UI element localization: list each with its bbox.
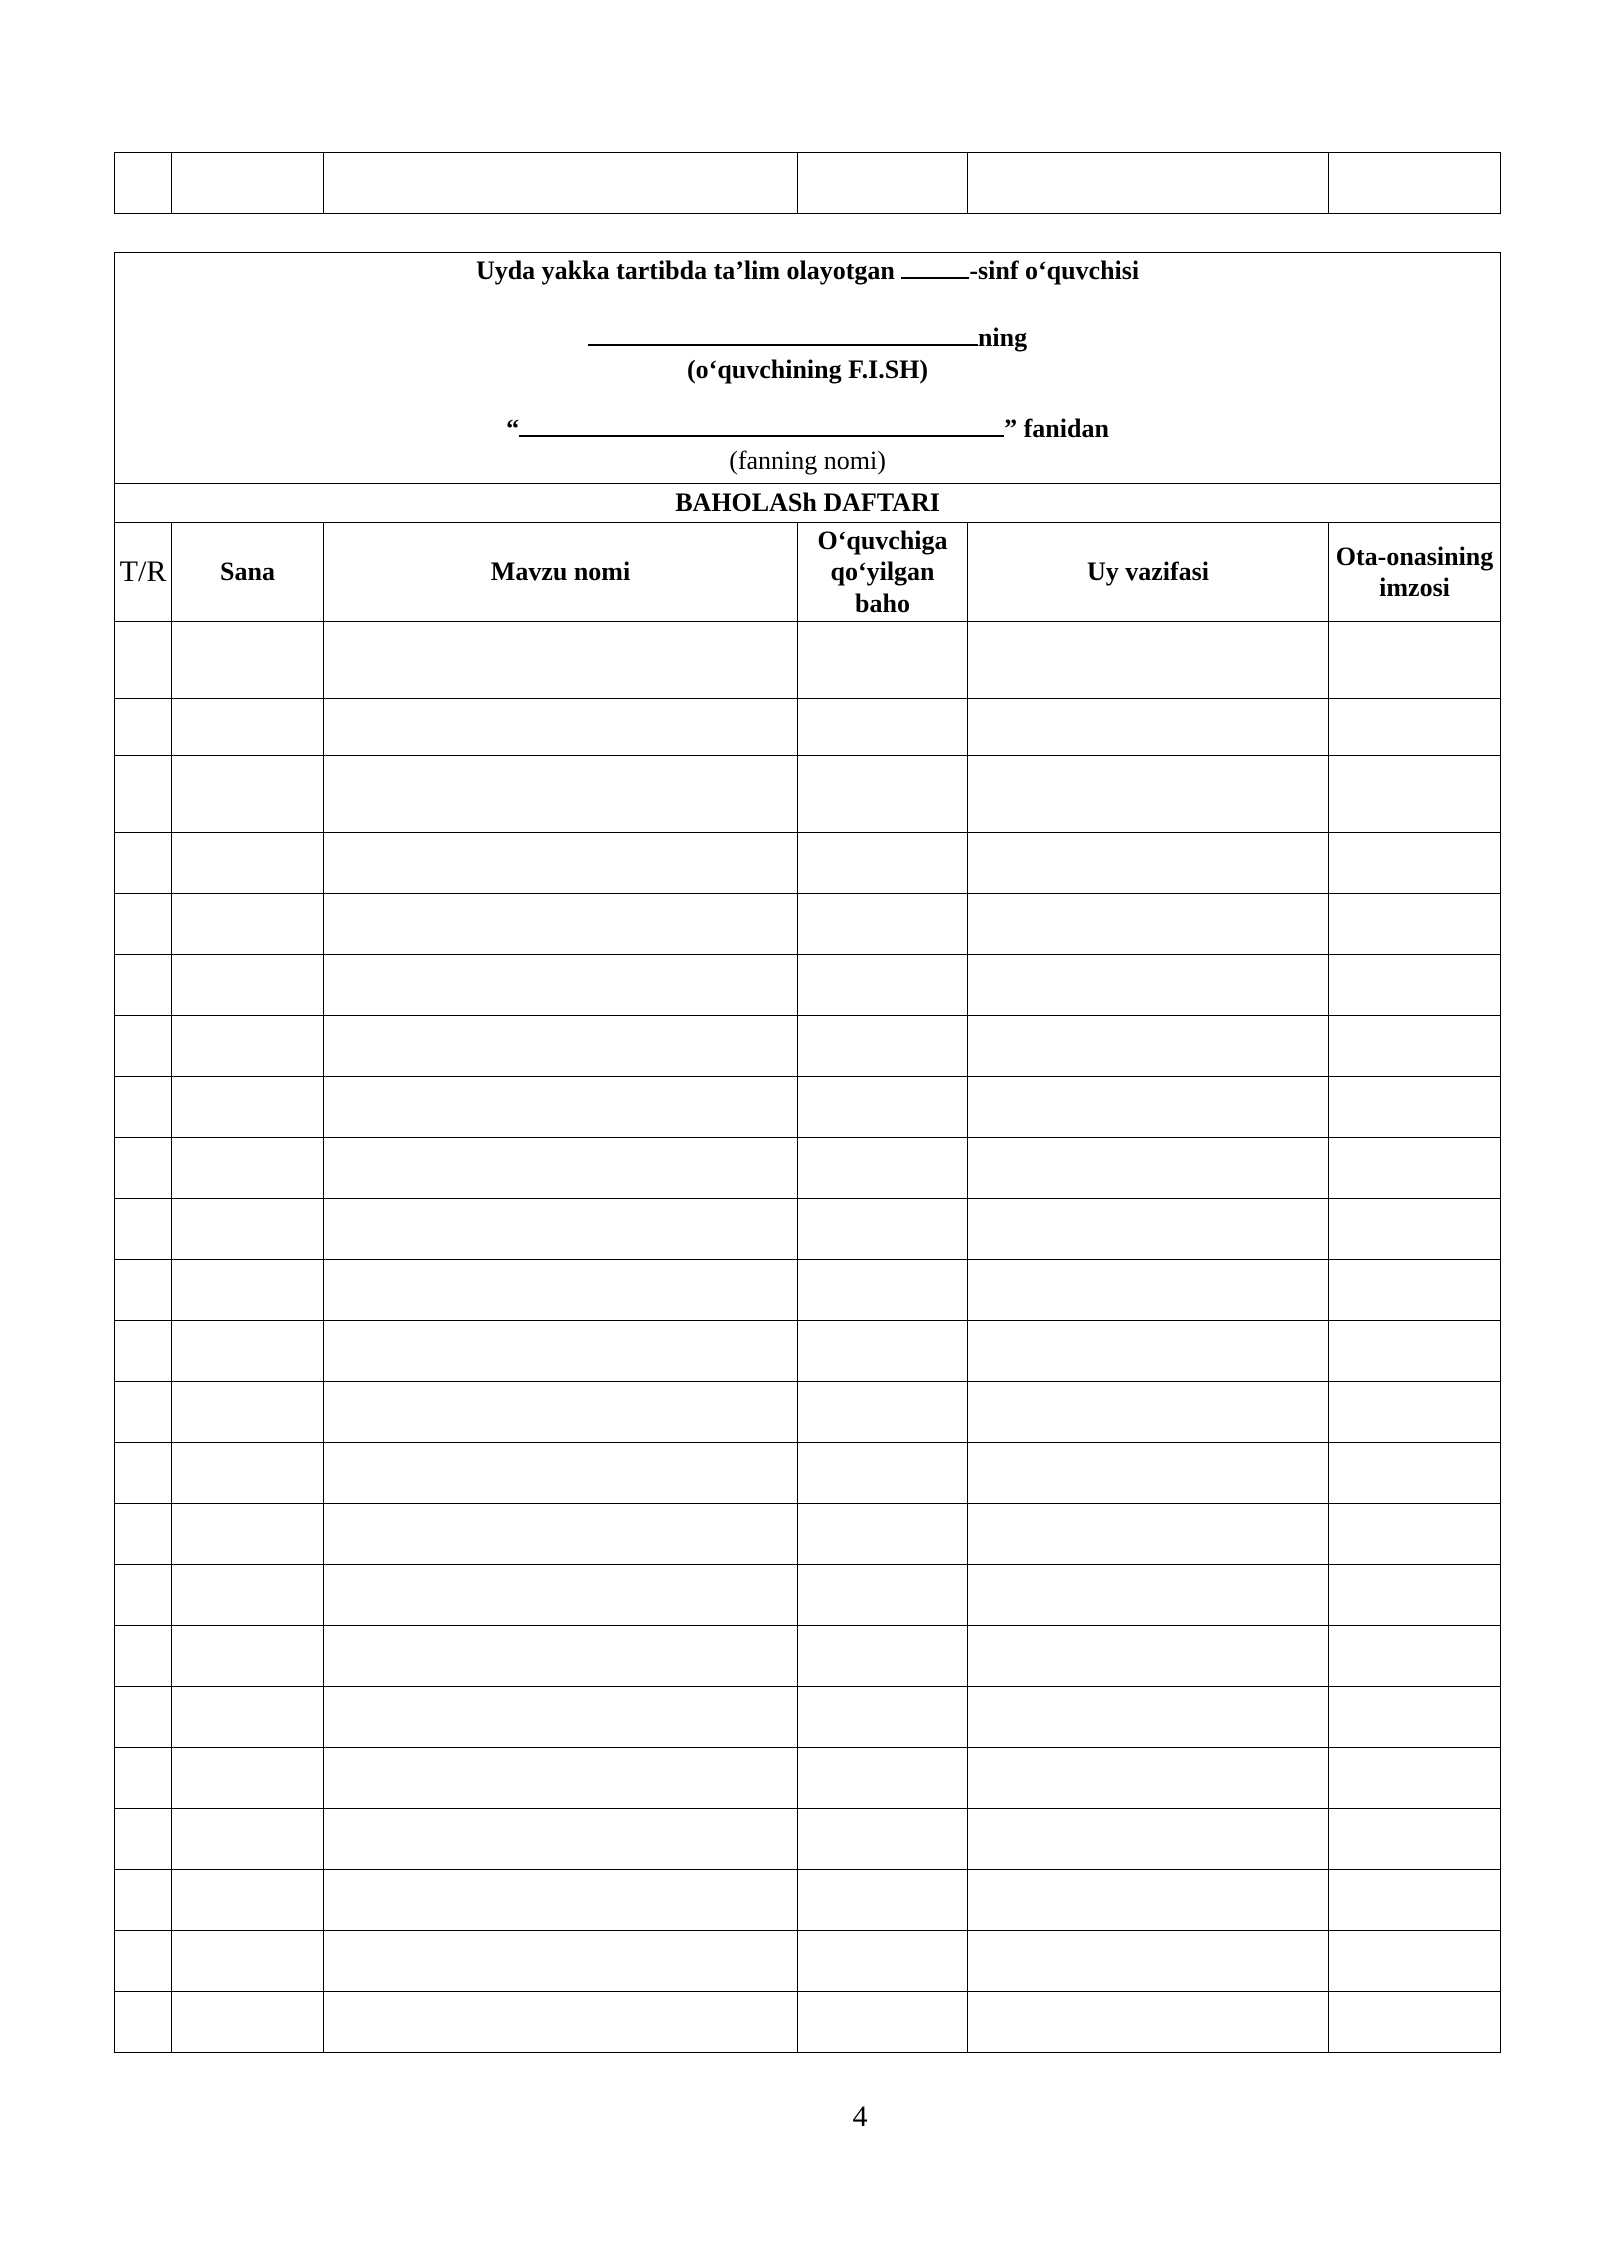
table-cell[interactable] [115,1992,172,2053]
table-row [115,1992,1501,2053]
title-row [115,484,1501,523]
table-row [115,1443,1501,1504]
table-cell[interactable] [798,622,968,699]
table-row [115,756,1501,833]
table-cell[interactable] [172,1626,324,1687]
table-cell[interactable] [324,1138,798,1199]
table-cell[interactable] [115,1870,172,1931]
table-cell[interactable] [324,1504,798,1565]
subject-suffix: ” fanidan [1004,413,1109,443]
table-cell[interactable] [798,833,968,894]
table-cell[interactable] [798,1687,968,1748]
table-cell[interactable] [1329,622,1501,699]
table-cell[interactable] [968,1443,1329,1504]
table-cell[interactable] [1329,833,1501,894]
table-cell[interactable] [324,1260,798,1321]
table-cell[interactable] [324,1809,798,1870]
table-cell[interactable] [324,1992,798,2053]
table-cell[interactable] [968,1687,1329,1748]
table-cell[interactable] [968,1016,1329,1077]
top-partial-table [114,152,1501,214]
table-cell[interactable] [324,1687,798,1748]
table-cell[interactable] [324,1016,798,1077]
table-cell[interactable] [798,955,968,1016]
table-row [115,1809,1501,1870]
column-header-baho: O‘quvchiga qo‘yilgan baho [798,523,968,622]
table-cell[interactable] [172,955,324,1016]
table-row [115,153,1501,214]
table-cell[interactable] [968,833,1329,894]
table-cell[interactable] [798,1382,968,1443]
table-cell[interactable] [1329,1016,1501,1077]
table-cell[interactable] [172,153,324,214]
table-cell[interactable] [798,894,968,955]
table-row [115,1565,1501,1626]
table-cell[interactable] [172,1382,324,1443]
grading-rows [115,622,1501,2053]
subject-line [115,413,1500,446]
table-cell[interactable] [115,1504,172,1565]
table-cell[interactable] [968,1504,1329,1565]
table-cell[interactable] [172,1870,324,1931]
table-cell[interactable] [1329,1870,1501,1931]
table-cell[interactable] [798,1992,968,2053]
table-cell[interactable] [798,1931,968,1992]
table-cell[interactable] [1329,1626,1501,1687]
student-class-line [115,255,1500,288]
table-cell[interactable] [115,1443,172,1504]
table-cell[interactable] [115,894,172,955]
table-cell[interactable] [324,622,798,699]
table-cell[interactable] [1329,699,1501,756]
table-cell[interactable] [115,1931,172,1992]
table-cell[interactable] [798,1870,968,1931]
table-cell[interactable] [324,1382,798,1443]
table-cell[interactable] [968,1199,1329,1260]
table-cell[interactable] [324,1748,798,1809]
table-title: BAHOLASh DAFTARI [115,484,1501,523]
table-cell[interactable] [115,622,172,699]
table-cell[interactable] [172,1199,324,1260]
table-cell[interactable] [324,756,798,833]
table-cell[interactable] [968,1382,1329,1443]
table-cell[interactable] [968,699,1329,756]
table-row [115,1687,1501,1748]
table-cell[interactable] [968,756,1329,833]
table-cell[interactable] [115,153,172,214]
table-cell[interactable] [968,1870,1329,1931]
table-cell[interactable] [324,1199,798,1260]
table-cell[interactable] [1329,1138,1501,1199]
table-cell[interactable] [1329,153,1501,214]
table-cell[interactable] [968,955,1329,1016]
table-cell[interactable] [172,1016,324,1077]
class-blank[interactable] [901,277,969,279]
table-cell[interactable] [115,1687,172,1748]
table-cell[interactable] [798,1504,968,1565]
student-name-blank[interactable] [588,344,978,346]
table-cell[interactable] [1329,756,1501,833]
table-cell[interactable] [968,1809,1329,1870]
table-cell[interactable] [324,1565,798,1626]
table-cell[interactable] [1329,1260,1501,1321]
table-cell[interactable] [798,1626,968,1687]
table-cell[interactable] [172,1992,324,2053]
table-cell[interactable] [115,1321,172,1382]
subject-open-quote: “ [506,413,520,443]
table-cell[interactable] [324,1443,798,1504]
table-cell[interactable] [968,622,1329,699]
table-cell[interactable] [172,1809,324,1870]
table-cell[interactable] [115,756,172,833]
table-cell[interactable] [115,833,172,894]
column-header-tr: T/R [115,523,172,622]
table-cell[interactable] [798,1138,968,1199]
table-cell[interactable] [1329,1077,1501,1138]
grading-table [114,252,1501,2053]
table-cell[interactable] [324,833,798,894]
table-cell[interactable] [1329,894,1501,955]
subject-caption: (fanning nomi) [729,446,886,475]
table-cell[interactable] [1329,1748,1501,1809]
table-cell[interactable] [798,699,968,756]
table-cell[interactable] [324,1077,798,1138]
table-cell[interactable] [115,1077,172,1138]
table-cell[interactable] [172,1077,324,1138]
student-class-prefix: Uyda yakka tartibda ta’lim olayotgan [475,256,902,285]
subject-blank[interactable] [519,435,1004,437]
table-cell[interactable] [1329,1687,1501,1748]
table-row [115,1077,1501,1138]
table-cell[interactable] [115,1138,172,1199]
table-row [115,1382,1501,1443]
table-cell[interactable] [1329,1565,1501,1626]
table-cell[interactable] [968,153,1329,214]
table-cell[interactable] [115,1382,172,1443]
form-header [115,253,1501,484]
table-cell[interactable] [968,1565,1329,1626]
table-cell[interactable] [1329,1199,1501,1260]
table-cell[interactable] [172,1565,324,1626]
table-cell[interactable] [324,153,798,214]
table-cell[interactable] [324,1870,798,1931]
table-row [115,1321,1501,1382]
page-number: 4 [852,2100,868,2133]
table-cell[interactable] [324,1626,798,1687]
table-cell[interactable] [324,955,798,1016]
table-cell[interactable] [968,1077,1329,1138]
table-row [115,1199,1501,1260]
table-cell[interactable] [798,1260,968,1321]
student-class-suffix: -sinf o‘quvchisi [969,256,1140,285]
column-header-uy-vazifasi: Uy vazifasi [968,523,1329,622]
table-cell[interactable] [798,153,968,214]
table-cell[interactable] [172,1260,324,1321]
column-header-row [115,523,1501,622]
table-cell[interactable] [172,1687,324,1748]
table-cell[interactable] [115,1626,172,1687]
table-cell[interactable] [968,1748,1329,1809]
table-cell[interactable] [1329,1931,1501,1992]
table-cell[interactable] [1329,1321,1501,1382]
table-cell[interactable] [115,1748,172,1809]
table-cell[interactable] [172,833,324,894]
column-header-mavzu: Mavzu nomi [324,523,798,622]
table-cell[interactable] [172,1321,324,1382]
table-cell[interactable] [968,1626,1329,1687]
table-cell[interactable] [798,1443,968,1504]
table-cell[interactable] [1329,1382,1501,1443]
table-cell[interactable] [798,1016,968,1077]
table-cell[interactable] [115,1016,172,1077]
table-cell[interactable] [798,1199,968,1260]
student-name-caption: (o‘quvchining F.I.SH) [687,355,929,384]
table-cell[interactable] [1329,955,1501,1016]
table-row [115,955,1501,1016]
table-row [115,1260,1501,1321]
table-row [115,894,1501,955]
table-cell[interactable] [172,1748,324,1809]
table-cell[interactable] [1329,1504,1501,1565]
table-row [115,1870,1501,1931]
table-cell[interactable] [172,894,324,955]
table-cell[interactable] [115,1260,172,1321]
table-cell[interactable] [798,1748,968,1809]
table-cell[interactable] [1329,1992,1501,2053]
table-row [115,1748,1501,1809]
table-cell[interactable] [115,955,172,1016]
table-row [115,699,1501,756]
form-header-row [115,253,1501,484]
table-row [115,833,1501,894]
table-row [115,1016,1501,1077]
table-cell[interactable] [324,894,798,955]
table-cell[interactable] [968,1931,1329,1992]
table-cell[interactable] [172,756,324,833]
table-cell[interactable] [968,1138,1329,1199]
table-cell[interactable] [172,1138,324,1199]
table-row [115,1138,1501,1199]
table-cell[interactable] [115,1809,172,1870]
table-row [115,1504,1501,1565]
table-cell[interactable] [324,1321,798,1382]
table-cell[interactable] [172,1443,324,1504]
student-name-line [115,322,1500,355]
table-cell[interactable] [324,1931,798,1992]
table-cell[interactable] [798,1077,968,1138]
column-header-sana: Sana [172,523,324,622]
table-cell[interactable] [968,1321,1329,1382]
table-cell[interactable] [798,1321,968,1382]
table-cell[interactable] [968,1992,1329,2053]
table-cell[interactable] [968,894,1329,955]
table-cell[interactable] [1329,1443,1501,1504]
table-row [115,1626,1501,1687]
table-cell[interactable] [115,1199,172,1260]
table-cell[interactable] [798,1809,968,1870]
student-name-suffix: ning [977,322,1028,352]
table-cell[interactable] [798,756,968,833]
table-cell[interactable] [1329,1809,1501,1870]
table-row [115,622,1501,699]
column-header-imzo: Ota-onasining imzosi [1329,523,1501,622]
table-row [115,1931,1501,1992]
table-cell[interactable] [115,1565,172,1626]
table-cell[interactable] [172,622,324,699]
table-cell[interactable] [172,1931,324,1992]
table-cell[interactable] [172,699,324,756]
table-cell[interactable] [324,699,798,756]
table-cell[interactable] [172,1504,324,1565]
table-cell[interactable] [968,1260,1329,1321]
table-cell[interactable] [115,699,172,756]
table-cell[interactable] [798,1565,968,1626]
